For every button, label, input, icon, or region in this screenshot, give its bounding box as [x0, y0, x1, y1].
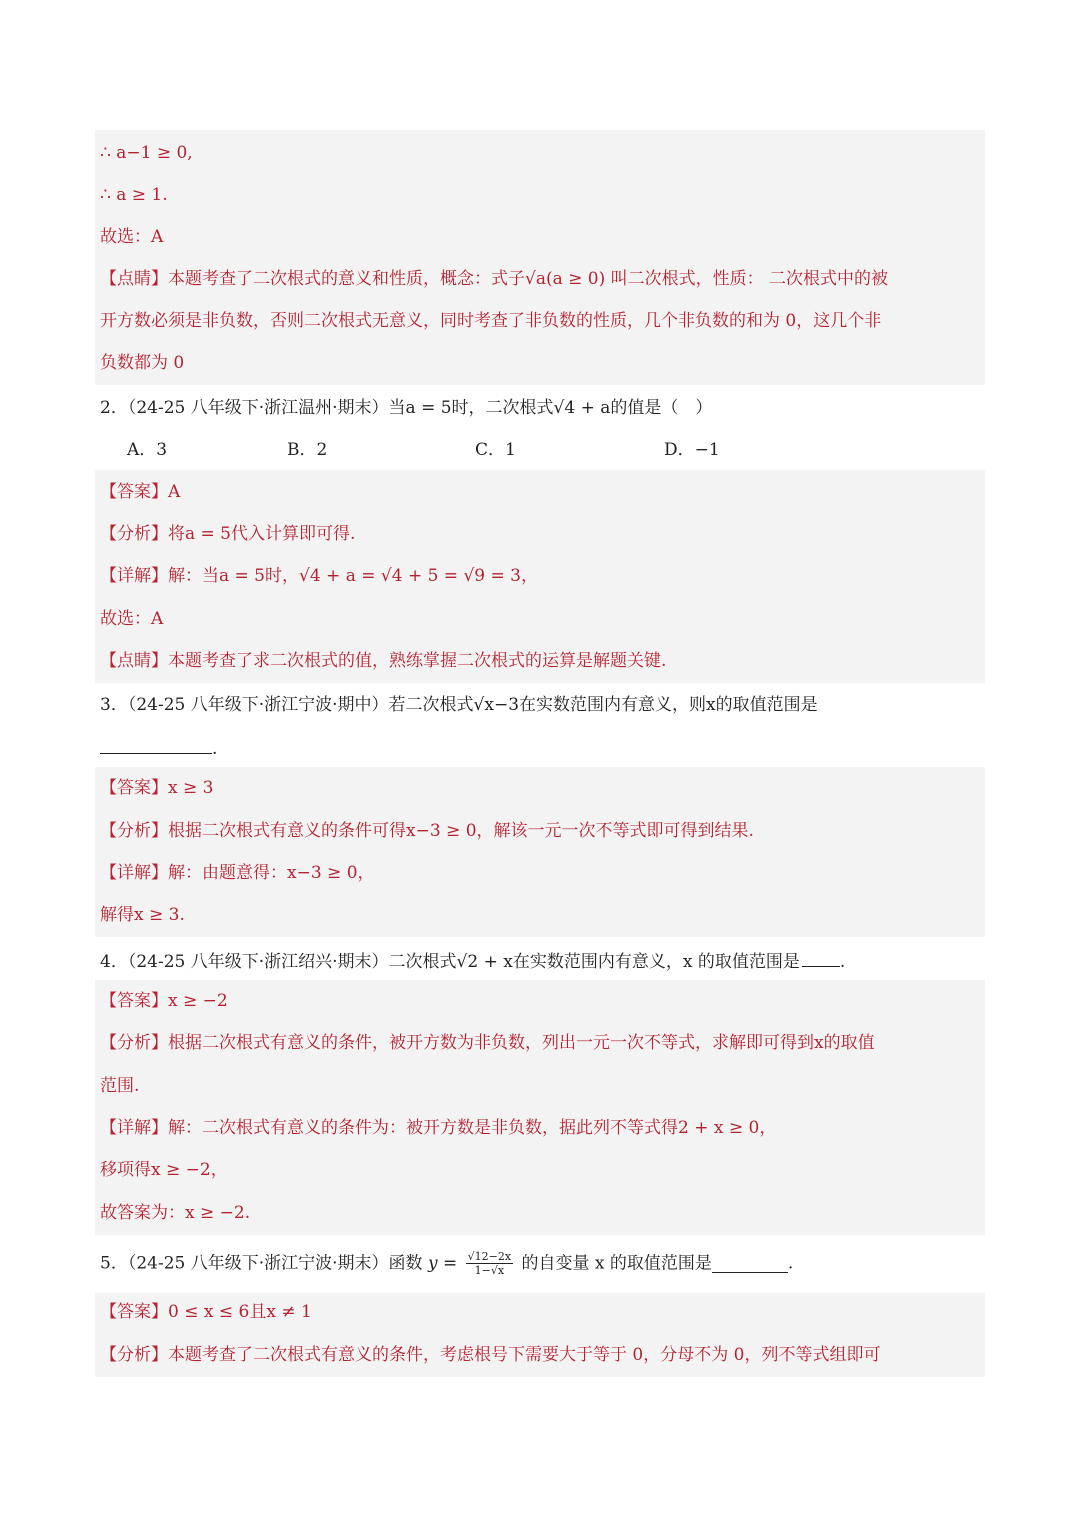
answer-line: 【答案】0 ≤ x ≤ 6且x ≠ 1 — [100, 1302, 312, 1322]
option-c: C．1 — [475, 440, 516, 460]
final-line: 故答案为：x ≥ −2. — [100, 1203, 251, 1223]
question-4-stem — [100, 948, 845, 974]
question-3-stem: 3．（24-25 八年级下·浙江宁波·期中）若二次根式√x−3在实数范围内有意义，则x的取值范围是 — [100, 695, 818, 715]
function-fraction — [466, 1250, 513, 1277]
answer-line: 【答案】A — [100, 482, 181, 502]
detail-line: 【详解】解：当a = 5时，√4 + a = √4 + 5 = √9 = 3， — [100, 566, 538, 586]
answer-blank — [802, 948, 840, 967]
step-line: ∴ a−1 ≥ 0, — [100, 143, 193, 163]
question-5-stem-post: 的自变量 x 的取值范围是 — [521, 1253, 712, 1274]
analysis-line: 【分析】将a = 5代入计算即可得. — [100, 524, 356, 544]
question-3-blank-line — [100, 735, 217, 761]
option-b: B．2 — [287, 440, 328, 460]
note-line: 负数都为 0 — [100, 353, 185, 373]
result-line: 解得x ≥ 3. — [100, 905, 185, 925]
choice-line: 故选：A — [100, 227, 164, 247]
question-5-stem — [100, 1250, 793, 1284]
move-line: 移项得x ≥ −2， — [100, 1160, 228, 1180]
analysis-line: 范围. — [100, 1076, 140, 1096]
function-y: y = — [427, 1253, 458, 1274]
solution-block-1 — [95, 130, 985, 385]
option-d: D．−1 — [664, 440, 720, 460]
question-5-stem-end: . — [787, 1253, 794, 1274]
option-a: A．3 — [127, 440, 168, 460]
note-line: 【点睛】本题考查了二次根式的意义和性质，概念：式子√a(a ≥ 0) 叫二次根式，性质： 二次根式中的被 — [100, 269, 889, 289]
note-line: 【点睛】本题考查了求二次根式的值，熟练掌握二次根式的运算是解题关键. — [100, 651, 667, 671]
answer-line: 【答案】x ≥ −2 — [100, 991, 228, 1011]
answer-blank — [100, 735, 212, 754]
answer-blank — [712, 1254, 788, 1273]
question-5-stem-pre: 5．（24-25 八年级下·浙江宁波·期末）函数 — [100, 1253, 423, 1274]
fraction-numerator: √12−2x — [467, 1250, 512, 1263]
answer-line: 【答案】x ≥ 3 — [100, 778, 214, 798]
question-3-stem-end: . — [212, 739, 218, 759]
detail-line: 【详解】解：二次根式有意义的条件为：被开方数是非负数，据此列不等式得2 + x ≥ 0， — [100, 1118, 777, 1138]
solution-block-3 — [95, 767, 985, 937]
choice-line: 故选：A — [100, 609, 164, 629]
solution-block-4 — [95, 980, 985, 1235]
fraction-denominator: 1−√x — [474, 1264, 505, 1277]
step-line: ∴ a ≥ 1. — [100, 185, 168, 205]
question-4-stem-end: . — [839, 952, 846, 972]
analysis-line: 【分析】根据二次根式有意义的条件，被开方数为非负数，列出一元一次不等式，求解即可得到x的取值 — [100, 1033, 875, 1053]
note-line: 开方数必须是非负数，否则二次根式无意义，同时考查了非负数的性质，几个非负数的和为 0，这几个非 — [100, 311, 882, 331]
analysis-line: 【分析】本题考查了二次根式有意义的条件，考虑根号下需要大于等于 0，分母不为 0，列不等式组即可 — [100, 1345, 881, 1365]
analysis-line: 【分析】根据二次根式有意义的条件可得x−3 ≥ 0，解该一元一次不等式即可得到结果. — [100, 821, 754, 841]
question-2-stem: 2．（24-25 八年级下·浙江温州·期末）当a = 5时，二次根式√4 + a的值是（ ） — [100, 398, 713, 418]
detail-line: 【详解】解：由题意得：x−3 ≥ 0， — [100, 863, 375, 883]
question-4-stem-text: 4．（24-25 八年级下·浙江绍兴·期末）二次根式√2 + x在实数范围内有意义，x 的取值范围是 — [100, 952, 800, 972]
